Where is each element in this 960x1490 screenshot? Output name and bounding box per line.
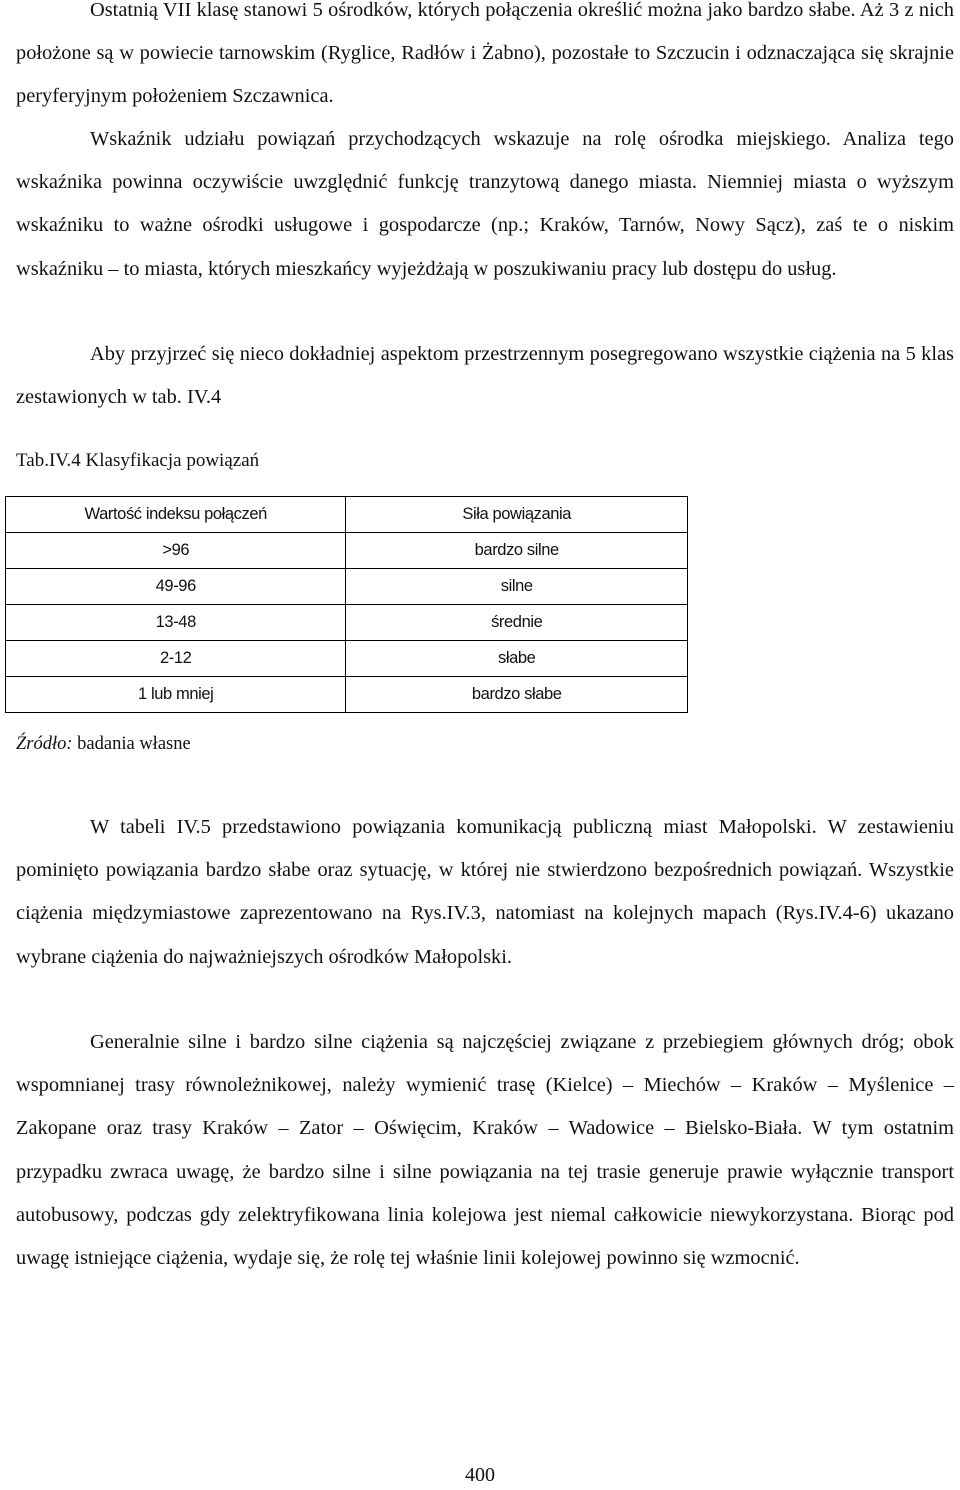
table-cell-strength: silne	[346, 569, 688, 605]
table-cell-index: 1 lub mniej	[6, 677, 346, 713]
table-cell-strength: bardzo silne	[346, 533, 688, 569]
paragraph-4	[16, 806, 954, 979]
classification-table	[5, 496, 688, 713]
table-cell-strength: słabe	[346, 641, 688, 677]
table-cell-index: >96	[6, 533, 346, 569]
paragraph-1	[16, 0, 954, 119]
source-text: badania własne	[72, 734, 191, 754]
source-label: Źródło:	[16, 734, 73, 754]
paragraph-3	[16, 333, 954, 419]
table-caption: Tab.IV.4 Klasyfikacja powiązań	[16, 450, 260, 471]
page-number: 400	[465, 1464, 495, 1486]
table-row	[6, 677, 688, 713]
table-row	[6, 641, 688, 677]
table-cell-index: 2-12	[6, 641, 346, 677]
table-row	[6, 605, 688, 641]
paragraph-2-text: Wskaźnik udziału powiązań przychodzących wskazuje na rolę ośrodka miejskiego. Analiza tego wskaźnika powinna oczywiście uwzględnić funkcję tranzytową danego miasta. Niemniej miasta o wyższym wskaźniku to ważne ośrodki usługowe i gospodarcze (np.; Kraków, Tarnów, Nowy Sącz), zaś te o niskim wskaźniku – to miasta, których mieszkańcy wyjeżdżają w poszukiwaniu pracy lub dostępu do usług.	[16, 128, 954, 280]
table-cell-strength: średnie	[346, 605, 688, 641]
paragraph-4-text: W tabeli IV.5 przedstawiono powiązania komunikacją publiczną miast Małopolski. W zestawieniu pominięto powiązania bardzo słabe oraz sytuację, w której nie stwierdzono bezpośrednich powiązań. Wszystkie ciążenia międzymiastowe zaprezentowano na Rys.IV.3, natomiast na kolejnych mapach (Rys.IV.4-6) ukazano wybrane ciążenia do najważniejszych ośrodków Małopolski.	[16, 816, 954, 968]
paragraph-5-text: Generalnie silne i bardzo silne ciążenia są najczęściej związane z przebiegiem głównych dróg; obok wspomnianej trasy równoleżnikowej, należy wymienić trasę (Kielce) – Miechów – Kraków – Myślenice – Zakopane oraz trasy Kraków – Zator – Oświęcim, Kraków – Wadowice – Bielsko-Biała. W tym ostatnim przypadku zwraca uwagę, że bardzo silne i silne powiązania na tej trasie generuje prawie wyłącznie transport autobusowy, podczas gdy zelektryfikowana linia kolejowa jest niemal całkowicie niewykorzystana. Biorąc pod uwagę istniejące ciążenia, wydaje się, że rolę tej właśnie linii kolejowej powinno się wzmocnić.	[16, 1031, 954, 1270]
paragraph-1-text: Ostatnią VII klasę stanowi 5 ośrodków, których połączenia określić można jako bardzo słabe. Aż 3 z nich położone są w powiecie tarnowskim (Ryglice, Radłów i Żabno), pozostałe to Szczucin i odznaczająca się skrajnie peryferyjnym położeniem Szczawnica.	[16, 0, 954, 108]
table-row	[6, 569, 688, 605]
table-cell-strength: bardzo słabe	[346, 677, 688, 713]
paragraph-2	[16, 118, 954, 291]
table-source	[16, 734, 191, 755]
table-header-strength: Siła powiązania	[346, 497, 688, 533]
table-cell-index: 13-48	[6, 605, 346, 641]
table-row	[6, 533, 688, 569]
table-cell-index: 49-96	[6, 569, 346, 605]
table-header-row	[6, 497, 688, 533]
paragraph-5	[16, 1021, 954, 1280]
paragraph-3-text: Aby przyjrzeć się nieco dokładniej aspektom przestrzennym posegregowano wszystkie ciążenia na 5 klas zestawionych w tab. IV.4	[16, 343, 954, 409]
table-header-index: Wartość indeksu połączeń	[6, 497, 346, 533]
